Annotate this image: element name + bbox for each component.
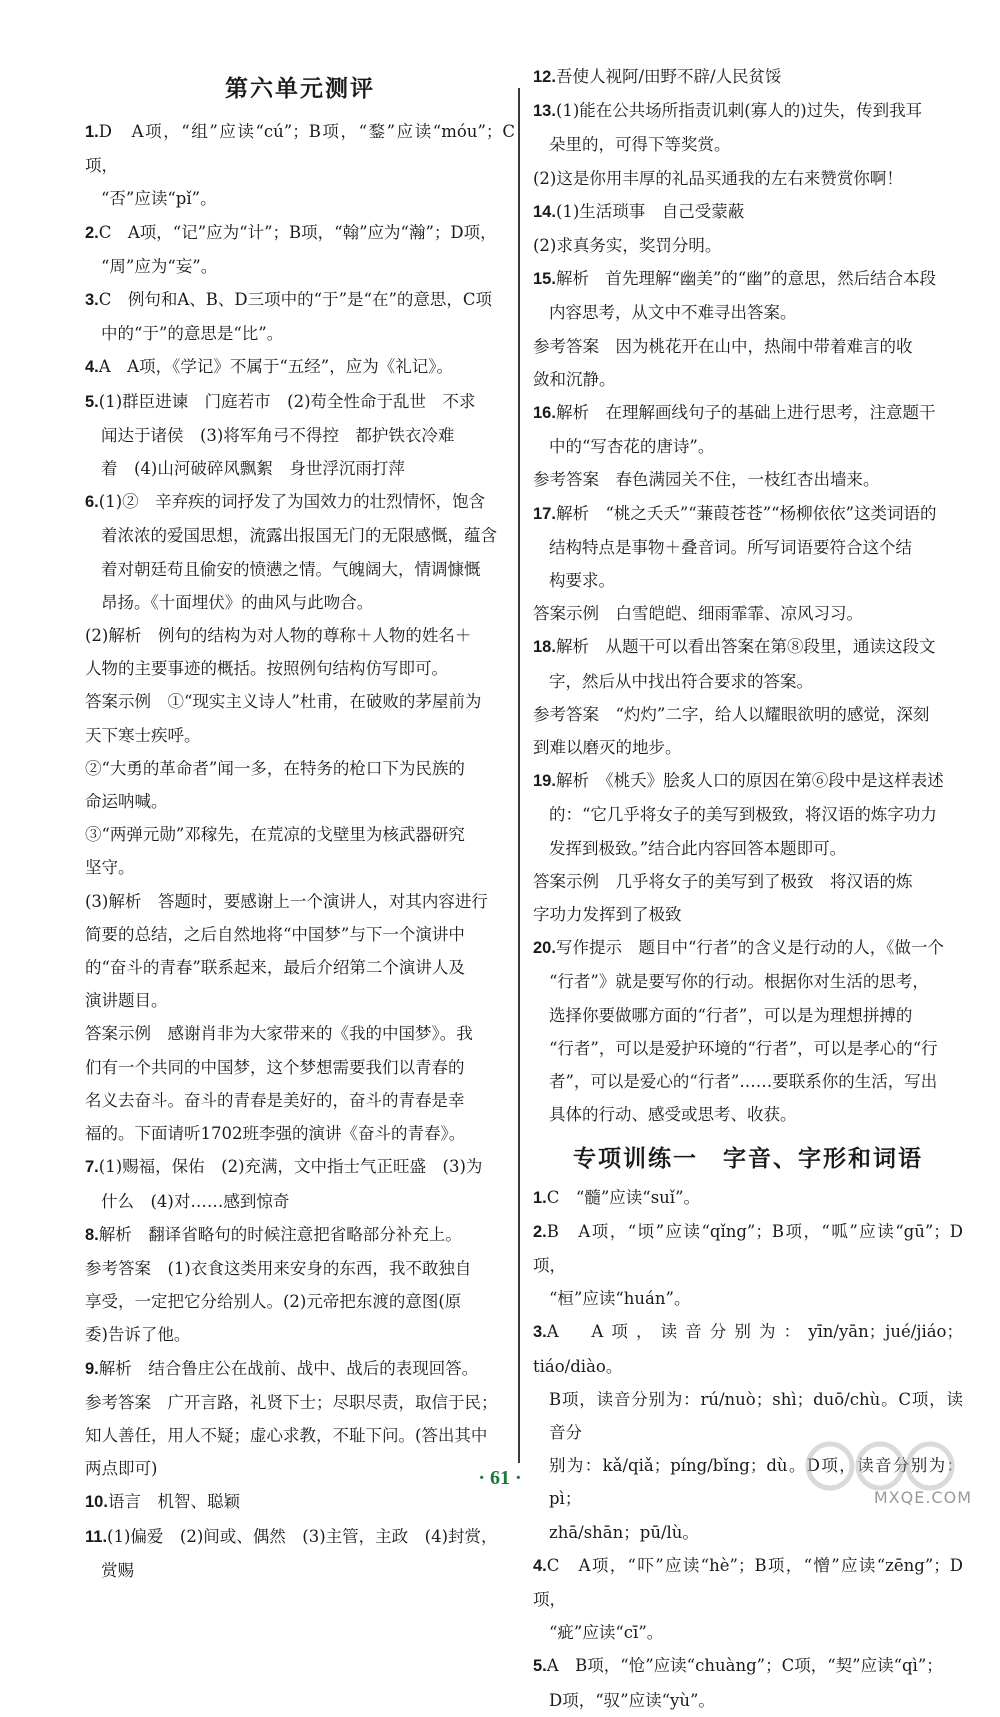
answer-line — [85, 1017, 515, 1050]
answer-subparagraph — [85, 619, 515, 685]
answer-text: 到难以磨灭的地步。 — [533, 738, 682, 758]
answer-line — [533, 463, 963, 496]
answer-line — [85, 1285, 515, 1318]
answer-text: (1)② 辛弃疾的词抒发了为国效力的壮烈情怀，饱含 — [98, 492, 486, 512]
answer-item — [533, 497, 963, 598]
answer-line — [533, 1032, 963, 1065]
answer-text: A B项，“怆”应读“chuàng”；C项，“契”应读“qì”； — [546, 1656, 943, 1676]
answer-text: “疵”应读“cī”。 — [549, 1623, 664, 1643]
answer-item — [85, 350, 515, 384]
answer-line — [85, 885, 515, 918]
answer-text: 什么 (4)对……感到惊奇 — [101, 1191, 290, 1211]
answer-item — [85, 385, 515, 486]
answer-line — [85, 752, 515, 785]
answer-text: 别为：kǎ/qiǎ；píng/bǐng；dù。D项，读音分别为：pì； — [549, 1456, 963, 1509]
section-title-unit-six: 第六单元测评 — [225, 76, 375, 102]
answer-line — [533, 296, 963, 329]
answer-line — [533, 630, 963, 664]
answer-subparagraph — [533, 229, 963, 262]
answer-text: 中的“写杏花的唐诗”。 — [549, 437, 715, 457]
answer-subparagraph — [85, 1017, 515, 1150]
answer-text: 赏赐 — [101, 1560, 134, 1580]
answer-text: 解析 结合鲁庄公在战前、战中、战后的表现回答。 — [98, 1358, 479, 1378]
answer-line — [533, 60, 963, 94]
answer-line — [85, 1218, 515, 1252]
question-number: 4. — [85, 358, 99, 377]
answer-line — [85, 1185, 515, 1218]
question-number: 18. — [533, 638, 556, 657]
answer-line — [85, 1051, 515, 1084]
answer-line — [533, 965, 963, 998]
answer-text: “周”应为“妄”。 — [101, 256, 218, 276]
answer-text: 结构特点是事物＋叠音词。所写词语要符合这个结 — [549, 537, 912, 557]
answer-line — [85, 1386, 515, 1419]
answer-subparagraph — [533, 463, 963, 496]
answer-text: 语言 机智、聪颖 — [107, 1492, 240, 1512]
answer-text: B项，读音分别为：rú/nuò；shì；duō/chù。C项，读音分 — [549, 1389, 963, 1442]
answer-subparagraph — [533, 865, 963, 931]
answer-line — [85, 385, 515, 419]
answer-text: (1)生活琐事 自己受蒙蔽 — [555, 201, 745, 221]
answer-line — [533, 162, 963, 195]
answer-text: 知人善任，用人不疑；虚心求教，不耻下问。(答出其中 — [85, 1425, 488, 1445]
answer-item — [85, 1352, 515, 1386]
answer-text: 参考答案 (1)衣食这类用来安身的东西，我不敢独自 — [85, 1258, 472, 1278]
answer-line — [85, 182, 515, 215]
answer-text: 委)告诉了他。 — [85, 1325, 191, 1345]
answer-text: 参考答案 因为桃花开在山中，热闹中带着难言的收 — [533, 336, 913, 356]
answer-line — [85, 452, 515, 485]
answer-item — [533, 262, 963, 329]
answer-text: C 例句和A、B、D三项中的“于”是“在”的意思，C项 — [98, 290, 493, 310]
answer-text: (1)偏爱 (2)间或、偶然 (3)主管，主政 (4)封赏， — [107, 1526, 498, 1546]
question-number: 2. — [533, 1222, 547, 1241]
answer-line — [85, 818, 515, 851]
answer-line — [533, 1516, 963, 1549]
question-number: 1. — [533, 1188, 547, 1207]
question-number: 14. — [533, 202, 556, 221]
answer-text: 的“奋斗的青春”联系起来，最后介绍第二个演讲人及 — [85, 958, 465, 978]
answer-text: 命运呐喊。 — [85, 792, 168, 812]
left-answer-list — [85, 115, 515, 1587]
answer-line — [533, 1684, 963, 1717]
answer-line — [85, 283, 515, 317]
answer-text: 着对朝廷苟且偷安的愤懑之情。气魄阔大，情调慷慨 — [101, 559, 481, 579]
answer-item — [533, 195, 963, 229]
answer-item — [85, 115, 515, 216]
answer-line — [85, 619, 515, 652]
answer-line — [533, 195, 963, 229]
question-number: 3. — [533, 1323, 547, 1342]
answer-text: 构要求。 — [549, 571, 615, 591]
answer-line — [533, 999, 963, 1032]
answer-subparagraph — [85, 685, 515, 751]
answer-item — [533, 764, 963, 865]
answer-text: 具体的行动、感受或思考、收获。 — [549, 1105, 797, 1125]
answer-text: 坚守。 — [85, 858, 135, 878]
answer-text: 字，然后从中找出符合要求的答案。 — [549, 671, 813, 691]
answer-line — [85, 1352, 515, 1386]
answer-line — [533, 1549, 963, 1616]
answer-text: ②“大勇的革命者”闻一多，在特务的枪口下为民族的 — [85, 758, 465, 778]
question-number: 5. — [533, 1657, 547, 1676]
answer-line — [533, 497, 963, 531]
answer-text: 解析 在理解画线句子的基础上进行思考，注意题干 — [555, 403, 936, 423]
answer-line — [85, 216, 515, 250]
answer-subparagraph — [85, 885, 515, 1018]
answer-text: D A项，“组”应读“cú”；B项，“鍪”应读“móu”；C项， — [85, 122, 515, 176]
answer-text: 解析 “桃之夭夭”“蒹葭苍苍”“杨柳依依”这类词语的 — [555, 503, 937, 523]
answer-text: 福的。下面请听1702班李强的演讲《奋斗的青春》。 — [85, 1124, 466, 1144]
answer-line — [533, 698, 963, 731]
answer-line — [533, 330, 963, 363]
answer-line — [533, 430, 963, 463]
question-number: 16. — [533, 404, 556, 423]
question-number: 10. — [85, 1493, 108, 1512]
answer-text: “行者”》就是要写你的行动。根据你对生活的思考， — [549, 972, 929, 992]
answer-text: 答案示例 白雪皑皑、细雨霏霏、凉风习习。 — [533, 604, 863, 624]
question-number: 19. — [533, 772, 556, 791]
question-number: 13. — [533, 102, 556, 121]
answer-text: 人物的主要事迹的概括。按照例句结构仿写即可。 — [85, 659, 448, 679]
question-number: 9. — [85, 1359, 99, 1378]
answer-line — [533, 898, 963, 931]
answer-line — [533, 1649, 963, 1683]
page-number: · 61 · — [478, 1467, 522, 1489]
answer-line — [85, 1485, 515, 1519]
answer-item — [533, 396, 963, 463]
answer-line — [85, 685, 515, 718]
answer-line — [85, 250, 515, 283]
answer-line — [533, 564, 963, 597]
answer-line — [533, 764, 963, 798]
question-number: 1. — [85, 123, 99, 141]
answer-text: 的：“它几乎将女子的美写到极致，将汉语的炼字功力 — [549, 805, 937, 825]
question-number: 2. — [85, 223, 99, 242]
answer-text: 闻达于诸侯 (3)将军角弓不得控 都护铁衣冷难 — [101, 425, 455, 445]
answer-subparagraph — [85, 818, 515, 884]
answer-item — [533, 1215, 963, 1316]
answer-text: 选择你要做哪方面的“行者”，可以是为理想拼搏的 — [549, 1005, 913, 1025]
answer-text: 昂扬。《十面埋伏》的曲风与此吻合。 — [101, 592, 374, 612]
section-title-special-training: 专项训练一 字音、字形和词语 — [573, 1145, 923, 1172]
answer-text: 天下寒士疾呼。 — [85, 725, 201, 745]
answer-item — [533, 1181, 963, 1215]
answer-line — [533, 94, 963, 128]
answer-text: 字功力发挥到了极致 — [533, 905, 682, 925]
question-number: 17. — [533, 504, 556, 523]
question-number: 3. — [85, 291, 99, 310]
question-number: 8. — [85, 1225, 99, 1244]
answer-line — [533, 1181, 963, 1215]
answer-text: 参考答案 广开言路，礼贤下士；尽职尽责，取信于民； — [85, 1392, 498, 1412]
question-number: 6. — [85, 493, 99, 512]
answer-text: B A项，“顷”应读“qǐng”；B项，“呱”应读“gū”；D项， — [533, 1221, 963, 1275]
answer-subparagraph — [533, 597, 963, 630]
question-number: 5. — [85, 392, 99, 411]
answer-item — [533, 931, 963, 1131]
answer-line — [533, 1315, 963, 1382]
question-number: 20. — [533, 939, 556, 958]
answer-text: 解析 从题干可以看出答案在第⑧段里，通读这段文 — [555, 637, 936, 657]
answer-text: 吾使人视阿/田野不辟/人民贫馁 — [555, 67, 782, 86]
answer-text: 内容思考，从文中不难寻出答案。 — [549, 303, 797, 323]
answer-line — [85, 851, 515, 884]
answer-item — [533, 60, 963, 94]
answer-line — [85, 1318, 515, 1351]
answer-item — [85, 1150, 515, 1217]
answer-item — [533, 1649, 963, 1716]
answer-text: zhā/shān；pū/lù。 — [549, 1522, 699, 1542]
answer-line — [533, 798, 963, 831]
answer-line — [533, 597, 963, 630]
answer-line — [533, 396, 963, 430]
answer-text: 解析 《桃夭》脍炙人口的原因在第⑥段中是这样表述 — [555, 771, 944, 791]
answer-text: A A项，读音分别为：yīn/yān；jué/jiáo；tiáo/diào。 — [533, 1322, 963, 1376]
answer-text: C A项，“吓”应读“hè”；B项，“憎”应读“zēng”；D项， — [533, 1555, 963, 1609]
answer-line — [85, 984, 515, 1017]
answer-line — [85, 1520, 515, 1554]
answer-line — [85, 1117, 515, 1150]
column-divider — [518, 88, 520, 1463]
answer-item — [85, 283, 515, 350]
answer-item — [85, 1520, 515, 1587]
answer-text: 发挥到极致。”结合此内容回答本题即可。 — [549, 838, 847, 858]
answer-text: (2)这是你用丰厚的礼品买通我的左右来赞赏你啊！ — [533, 168, 903, 188]
question-number: 4. — [533, 1556, 547, 1575]
answer-line — [533, 531, 963, 564]
answer-line — [85, 1150, 515, 1184]
answer-text: 答案示例 几乎将女子的美写到了极致 将汉语的炼 — [533, 871, 913, 891]
answer-line — [533, 1065, 963, 1098]
answer-text: (2)求真务实，奖罚分明。 — [533, 236, 722, 256]
answer-line — [85, 485, 515, 519]
answer-line — [533, 865, 963, 898]
answer-text: 参考答案 春色满园关不住，一枝红杏出墙来。 — [533, 470, 880, 490]
answer-line — [85, 519, 515, 552]
answer-text: 朵里的，可得下等奖赏。 — [549, 135, 731, 155]
answer-item — [85, 216, 515, 283]
answer-text: 答案示例 ①“现实主义诗人”杜甫，在破败的茅屋前为 — [85, 692, 482, 712]
right-answer-list — [533, 60, 963, 1132]
answer-subparagraph — [533, 330, 963, 396]
answer-line — [85, 1252, 515, 1285]
answer-text: (3)解析 答题时，要感谢上一个演讲人，对其内容进行 — [85, 891, 488, 911]
answer-line — [533, 1098, 963, 1131]
answer-text: C A项，“记”应为“计”；B项，“翰”应为“瀚”；D项， — [98, 222, 497, 242]
answer-line — [85, 1554, 515, 1587]
answer-line — [85, 350, 515, 384]
question-number: 12. — [533, 68, 556, 86]
answer-text: 演讲题目。 — [85, 991, 168, 1011]
left-column — [85, 60, 515, 1587]
answer-text: (2)解析 例句的结构为对人物的尊称＋人物的姓名＋ — [85, 626, 472, 646]
answer-text: A A项，《学记》不属于“五经”，应为《礼记》。 — [98, 357, 453, 377]
answer-line — [85, 553, 515, 586]
answer-line — [85, 115, 515, 182]
answer-line — [533, 363, 963, 396]
answer-item — [533, 94, 963, 161]
answer-text: “否”应读“pǐ”。 — [101, 189, 217, 209]
answer-line — [85, 652, 515, 685]
answer-line — [85, 1419, 515, 1452]
watermark-text: MXQE.COM — [873, 1488, 972, 1507]
answer-subparagraph — [85, 1252, 515, 1352]
answer-item — [85, 1218, 515, 1252]
answer-text: “桓”应读“huán”。 — [549, 1289, 691, 1309]
answer-line — [85, 586, 515, 619]
answer-line — [533, 262, 963, 296]
answer-line — [85, 951, 515, 984]
answer-line — [533, 128, 963, 161]
answer-text: 两点即可) — [85, 1459, 158, 1479]
answer-item — [85, 485, 515, 619]
answer-line — [533, 665, 963, 698]
answer-line — [85, 317, 515, 350]
answer-line — [533, 731, 963, 764]
answer-text: “行者”，可以是爱护环境的“行者”，可以是孝心的“行 — [549, 1038, 938, 1058]
answer-text: 解析 翻译省略句的时候注意把省略部分补充上。 — [98, 1224, 462, 1244]
question-number: 11. — [85, 1527, 108, 1546]
answer-text: 参考答案 “灼灼”二字，给人以耀眼欲明的感觉，深刻 — [533, 704, 930, 724]
answer-line — [533, 1282, 963, 1315]
answer-text: 解析 首先理解“幽美”的“幽”的意思，然后结合本段 — [555, 269, 937, 289]
answer-line — [533, 931, 963, 965]
answer-item — [533, 1315, 963, 1548]
answer-line — [85, 719, 515, 752]
answer-text: (1)群臣进谏 门庭若市 (2)苟全性命于乱世 不求 — [98, 391, 476, 411]
answer-line — [533, 832, 963, 865]
answer-text: 们有一个共同的中国梦，这个梦想需要我们以青春的 — [85, 1057, 465, 1077]
answer-line — [85, 918, 515, 951]
answer-line — [85, 785, 515, 818]
answer-text: (1)赐福，保佑 (2)充满，文中指士气正旺盛 (3)为 — [98, 1157, 483, 1177]
answer-text: 敛和沉静。 — [533, 369, 616, 389]
answer-text: 答案示例 感谢肖非为大家带来的《我的中国梦》。我 — [85, 1024, 473, 1044]
answer-text: 简要的总结，之后自然地将“中国梦”与下一个演讲中 — [85, 924, 465, 944]
answer-text: 中的“于”的意思是“比”。 — [101, 324, 284, 344]
answer-subparagraph — [533, 698, 963, 764]
answer-text: C “髓”应读“suǐ”。 — [546, 1187, 701, 1207]
answer-text: 者”，可以是爱心的“行者”……要联系你的生活，写出 — [549, 1072, 938, 1092]
answer-line — [533, 1215, 963, 1282]
question-number: 7. — [85, 1158, 99, 1177]
answer-line — [85, 419, 515, 452]
answer-item — [85, 1485, 515, 1519]
answer-line — [533, 1616, 963, 1649]
answer-text: 享受，一定把它分给别人。(2)元帝把东渡的意图(原 — [85, 1292, 462, 1312]
answer-item — [533, 630, 963, 697]
answer-text: 着浓浓的爱国思想，流露出报国无门的无限感慨，蕴含 — [101, 526, 497, 546]
answer-item — [533, 1549, 963, 1650]
answer-text: D项，“驭”应读“yù”。 — [549, 1690, 715, 1710]
answer-text: (1)能在公共场所指责讥刺(寡人的)过失，传到我耳 — [555, 101, 923, 121]
answer-text: 写作提示 题目中“行者”的含义是行动的人，《做一个 — [555, 938, 945, 958]
answer-subparagraph — [85, 752, 515, 818]
answer-text: 名义去奋斗。奋斗的青春是美好的，奋斗的青春是幸 — [85, 1090, 465, 1110]
answer-subparagraph — [533, 162, 963, 195]
answer-text: ③“两弹元勋”邓稼先，在荒凉的戈壁里为核武器研究 — [85, 825, 465, 845]
answer-line — [533, 229, 963, 262]
answer-line — [85, 1084, 515, 1117]
question-number: 15. — [533, 270, 556, 289]
answer-text: 着 (4)山河破碎风飘絮 身世浮沉雨打萍 — [101, 459, 405, 479]
